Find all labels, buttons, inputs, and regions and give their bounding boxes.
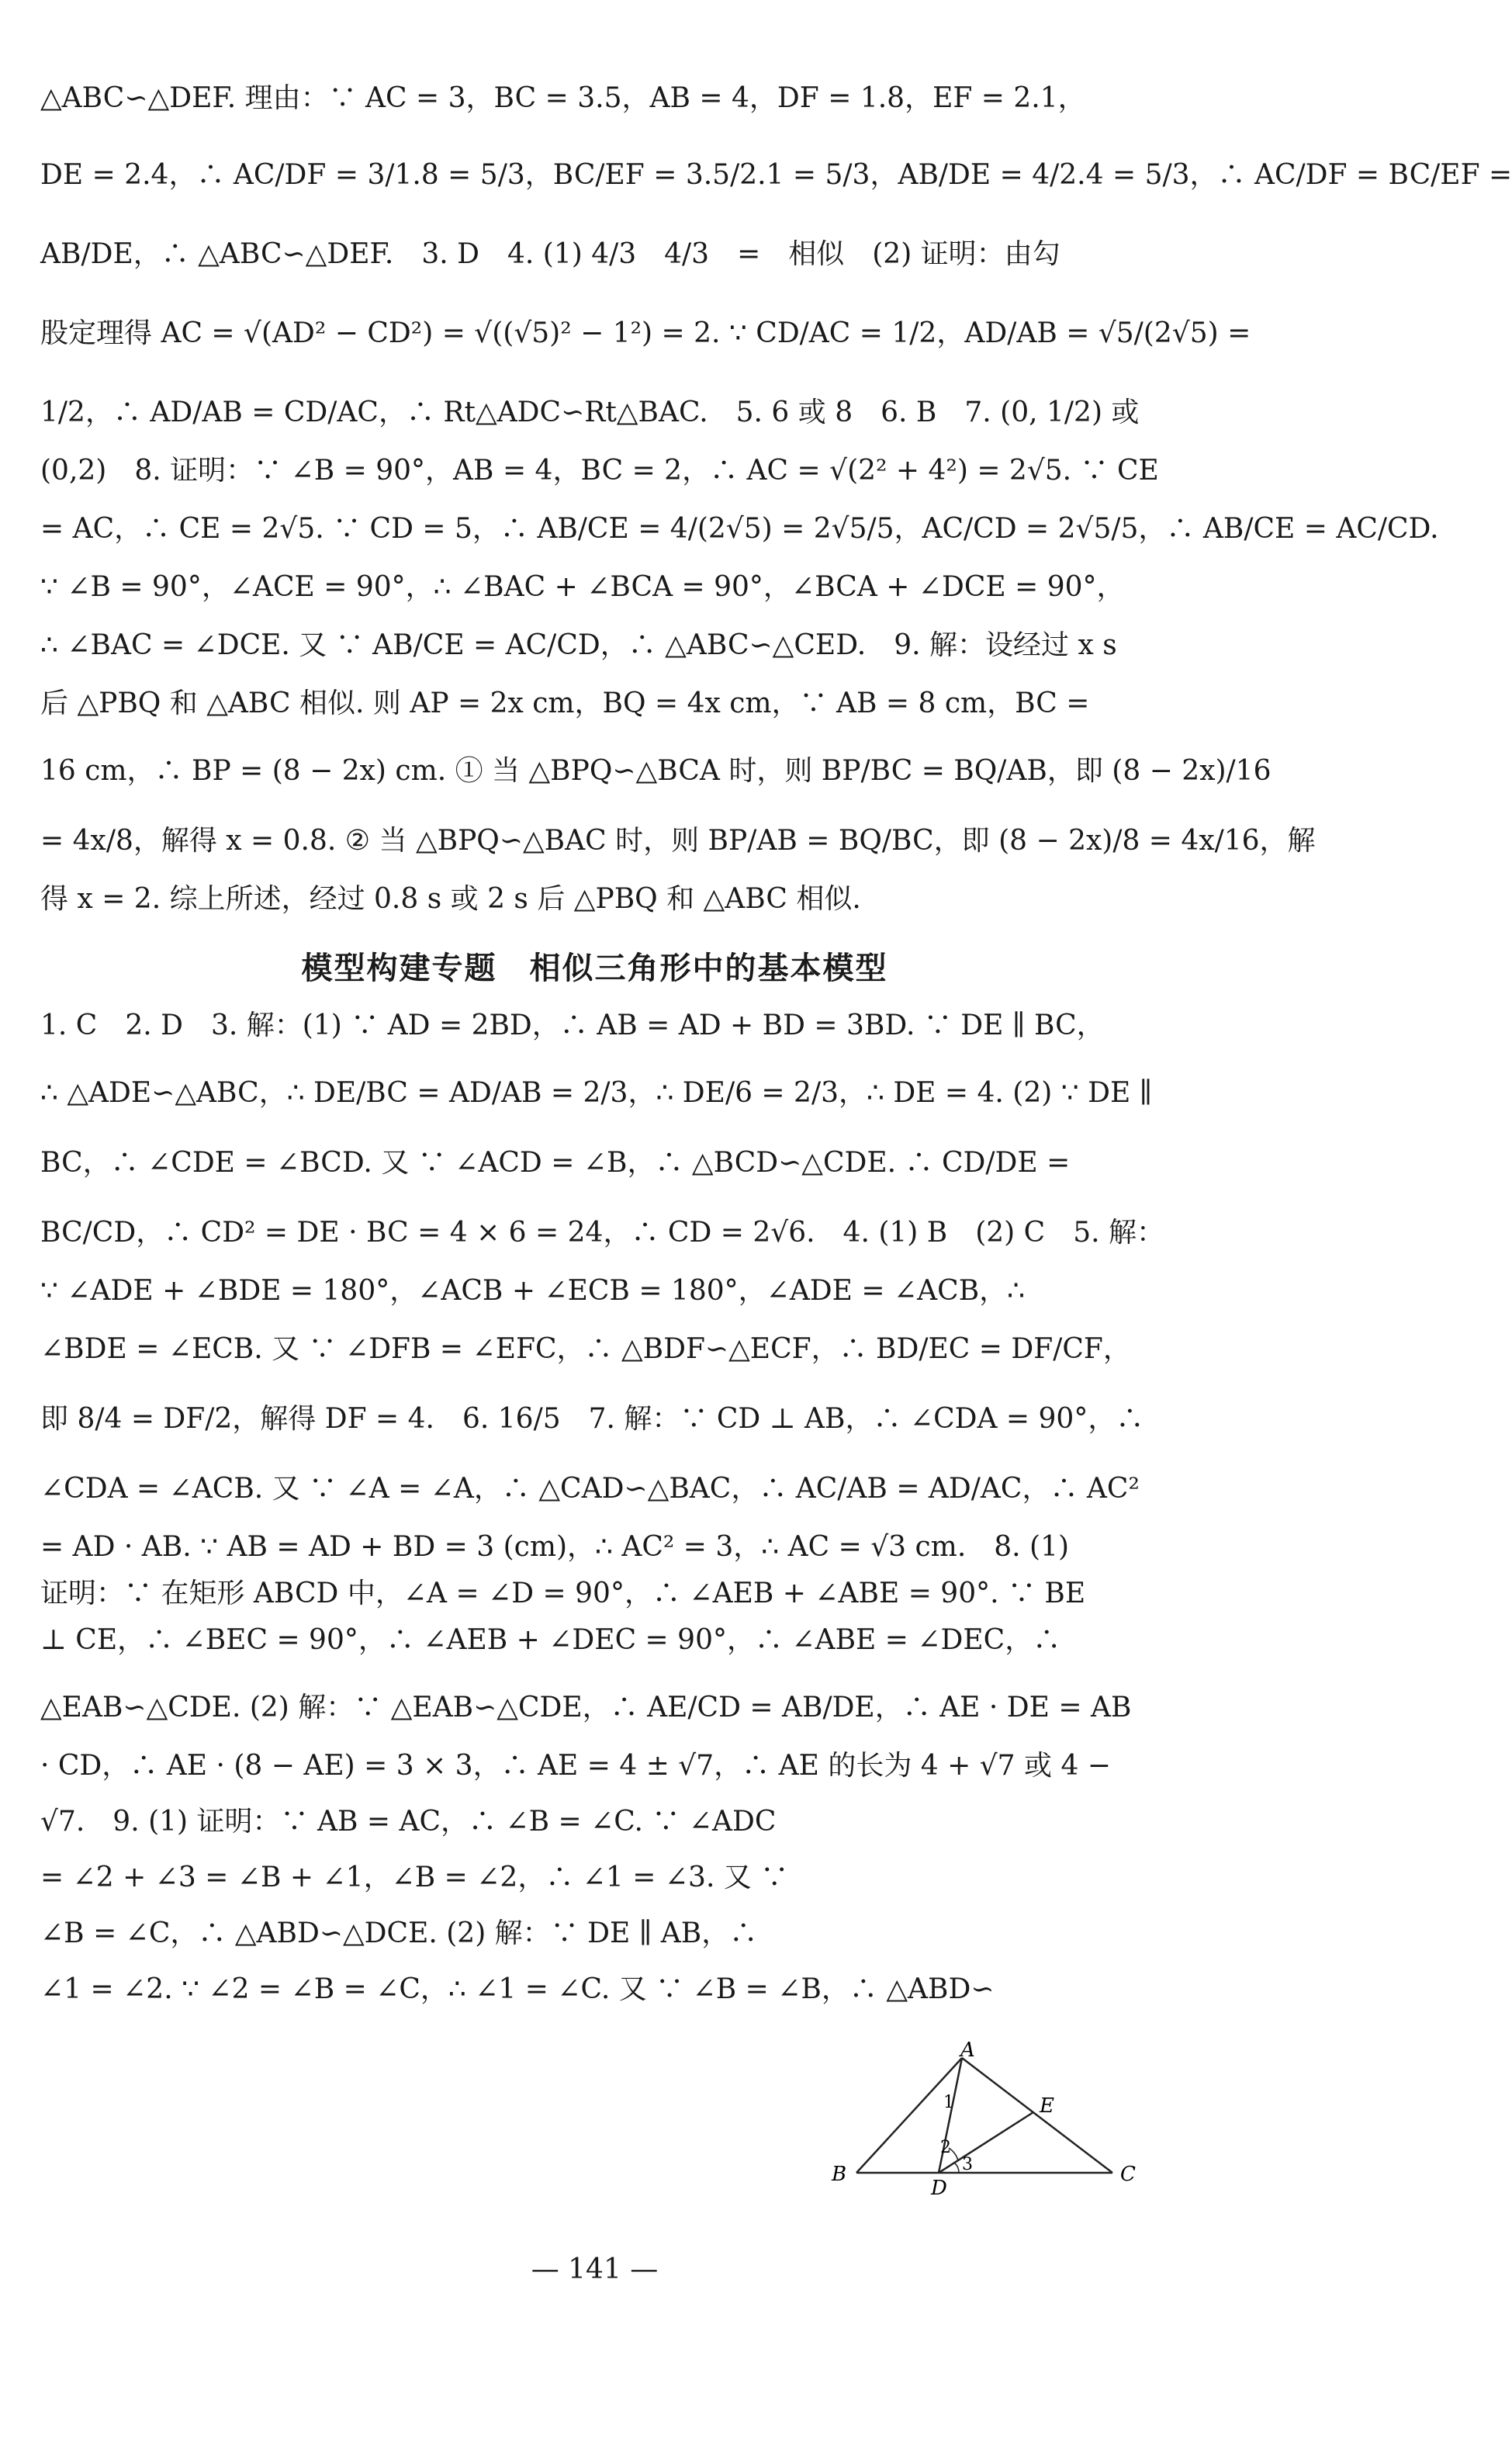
text-line: (0,2) 8. 证明：∵ ∠B = 90°，AB = 4，BC = 2，∴ AC = √(2² + 4²) = 2√5. ∵ CE <box>40 455 1159 487</box>
segment-ac <box>962 2058 1112 2173</box>
text-line: √7. 9. (1) 证明：∵ AB = AC，∴ ∠B = ∠C. ∵ ∠ADC <box>40 1806 777 1838</box>
text-line: = AC，∴ CE = 2√5. ∵ CD = 5，∴ AB/CE = 4/(2√5) = 2√5/5，AC/CD = 2√5/5，∴ AB/CE = AC/CD. <box>40 513 1439 545</box>
text-line: DE = 2.4，∴ AC/DF = 3/1.8 = 5/3，BC/EF = 3.5/2.1 = 5/3，AB/DE = 4/2.4 = 5/3，∴ AC/DF = BC/EF = <box>40 159 1512 191</box>
text-line: 1/2，∴ AD/AB = CD/AC，∴ Rt△ADC∽Rt△BAC. 5. 6 或 8 6. B 7. (0, 1/2) 或 <box>40 397 1140 428</box>
text-line: ∠1 = ∠2. ∵ ∠2 = ∠B = ∠C，∴ ∠1 = ∠C. 又 ∵ ∠B = ∠B，∴ △ABD∽ <box>40 1973 995 2005</box>
text-line: = AD · AB. ∵ AB = AD + BD = 3 (cm)，∴ AC² = 3，∴ AC = √3 cm. 8. (1) <box>40 1531 1070 1563</box>
text-line: ∠CDA = ∠ACB. 又 ∵ ∠A = ∠A，∴ △CAD∽△BAC，∴ AC/AB = AD/AC，∴ AC² <box>40 1473 1140 1505</box>
text-line: ∠BDE = ∠ECB. 又 ∵ ∠DFB = ∠EFC，∴ △BDF∽△ECF，∴ BD/EC = DF/CF， <box>40 1333 1131 1365</box>
text-line: AB/DE，∴ △ABC∽△DEF. 3. D 4. (1) 4/3 4/3 = 相似 (2) 证明：由勾 <box>40 238 1060 270</box>
text-line: 16 cm，∴ BP = (8 − 2x) cm. ① 当 △BPQ∽△BCA 时，则 BP/BC = BQ/AB，即 (8 − 2x)/16 <box>40 755 1272 787</box>
text-line: BC/CD，∴ CD² = DE · BC = 4 × 6 = 24，∴ CD = 2√6. 4. (1) B (2) C 5. 解： <box>40 1217 1164 1249</box>
page-number: — 141 — <box>531 2253 659 2285</box>
triangle-figure <box>822 2039 1148 2200</box>
text-line: ∴ △ADE∽△ABC，∴ DE/BC = AD/AB = 2/3，∴ DE/6 = 2/3，∴ DE = 4. (2) ∵ DE ∥ <box>40 1077 1153 1109</box>
text-line: = ∠2 + ∠3 = ∠B + ∠1，∠B = ∠2，∴ ∠1 = ∠3. 又 ∵ <box>40 1862 789 1893</box>
text-line: 后 △PBQ 和 △ABC 相似. 则 AP = 2x cm，BQ = 4x cm，∵ AB = 8 cm，BC = <box>40 688 1090 719</box>
text-line: = 4x/8，解得 x = 0.8. ② 当 △BPQ∽△BAC 时，则 BP/AB = BQ/BC，即 (8 − 2x)/8 = 4x/16，解 <box>40 825 1316 857</box>
label-c: C <box>1120 2163 1136 2186</box>
label-angle-2: 2 <box>940 2138 951 2157</box>
text-line: ∵ ∠B = 90°，∠ACE = 90°，∴ ∠BAC + ∠BCA = 90°，∠BCA + ∠DCE = 90°， <box>40 571 1125 603</box>
text-line: BC，∴ ∠CDE = ∠BCD. 又 ∵ ∠ACD = ∠B，∴ △BCD∽△CDE. ∴ CD/DE = <box>40 1147 1071 1179</box>
section-2 <box>40 1008 1164 2007</box>
text-line: △EAB∽△CDE. (2) 解：∵ △EAB∽△CDE，∴ AE/CD = AB/DE，∴ AE · DE = AB <box>40 1692 1132 1723</box>
text-line: ∴ ∠BAC = ∠DCE. 又 ∵ AB/CE = AC/CD，∴ △ABC∽△CED. 9. 解：设经过 x s <box>40 629 1117 661</box>
label-b: B <box>832 2163 847 2186</box>
segment-de <box>939 2112 1033 2173</box>
text-line: 即 8/4 = DF/2，解得 DF = 4. 6. 16/5 7. 解：∵ CD ⊥ AB，∴ ∠CDA = 90°，∴ <box>40 1403 1144 1435</box>
text-line: 股定理得 AC = √(AD² − CD²) = √((√5)² − 1²) = 2. ∵ CD/AC = 1/2，AD/AB = √5/(2√5) = <box>40 317 1251 349</box>
label-e: E <box>1040 2094 1054 2118</box>
label-angle-3: 3 <box>962 2155 973 2174</box>
text-line: 证明：∵ 在矩形 ABCD 中，∠A = ∠D = 90°，∴ ∠AEB + ∠ABE = 90°. ∵ BE <box>40 1578 1086 1609</box>
text-line: ∵ ∠ADE + ∠BDE = 180°，∠ACB + ∠ECB = 180°，∠ADE = ∠ACB，∴ <box>40 1275 1026 1307</box>
text-line: ∠B = ∠C，∴ △ABD∽△DCE. (2) 解：∵ DE ∥ AB，∴ <box>40 1917 758 1949</box>
label-a: A <box>960 2039 975 2062</box>
angle-3-arc <box>954 2163 959 2173</box>
section-title: 模型构建专题 相似三角形中的基本模型 <box>301 951 888 986</box>
text-line: · CD，∴ AE · (8 − AE) = 3 × 3，∴ AE = 4 ± √7，∴ AE 的长为 4 + √7 或 4 − <box>40 1750 1111 1782</box>
label-angle-1: 1 <box>943 2093 954 2112</box>
text-line: 得 x = 2. 综上所述，经过 0.8 s 或 2 s 后 △PBQ 和 △ABC 相似. <box>40 883 861 915</box>
text-line: ⊥ CE，∴ ∠BEC = 90°，∴ ∠AEB + ∠DEC = 90°，∴ ∠ABE = ∠DEC，∴ <box>40 1624 1061 1656</box>
label-d: D <box>931 2177 947 2200</box>
text-line: △ABC∽△DEF. 理由：∵ AC = 3，BC = 3.5，AB = 4，DF = 1.8，EF = 2.1， <box>40 82 1086 114</box>
section-1 <box>40 81 1512 917</box>
text-line: 1. C 2. D 3. 解：(1) ∵ AD = 2BD，∴ AB = AD + BD = 3BD. ∵ DE ∥ BC， <box>40 1010 1105 1041</box>
